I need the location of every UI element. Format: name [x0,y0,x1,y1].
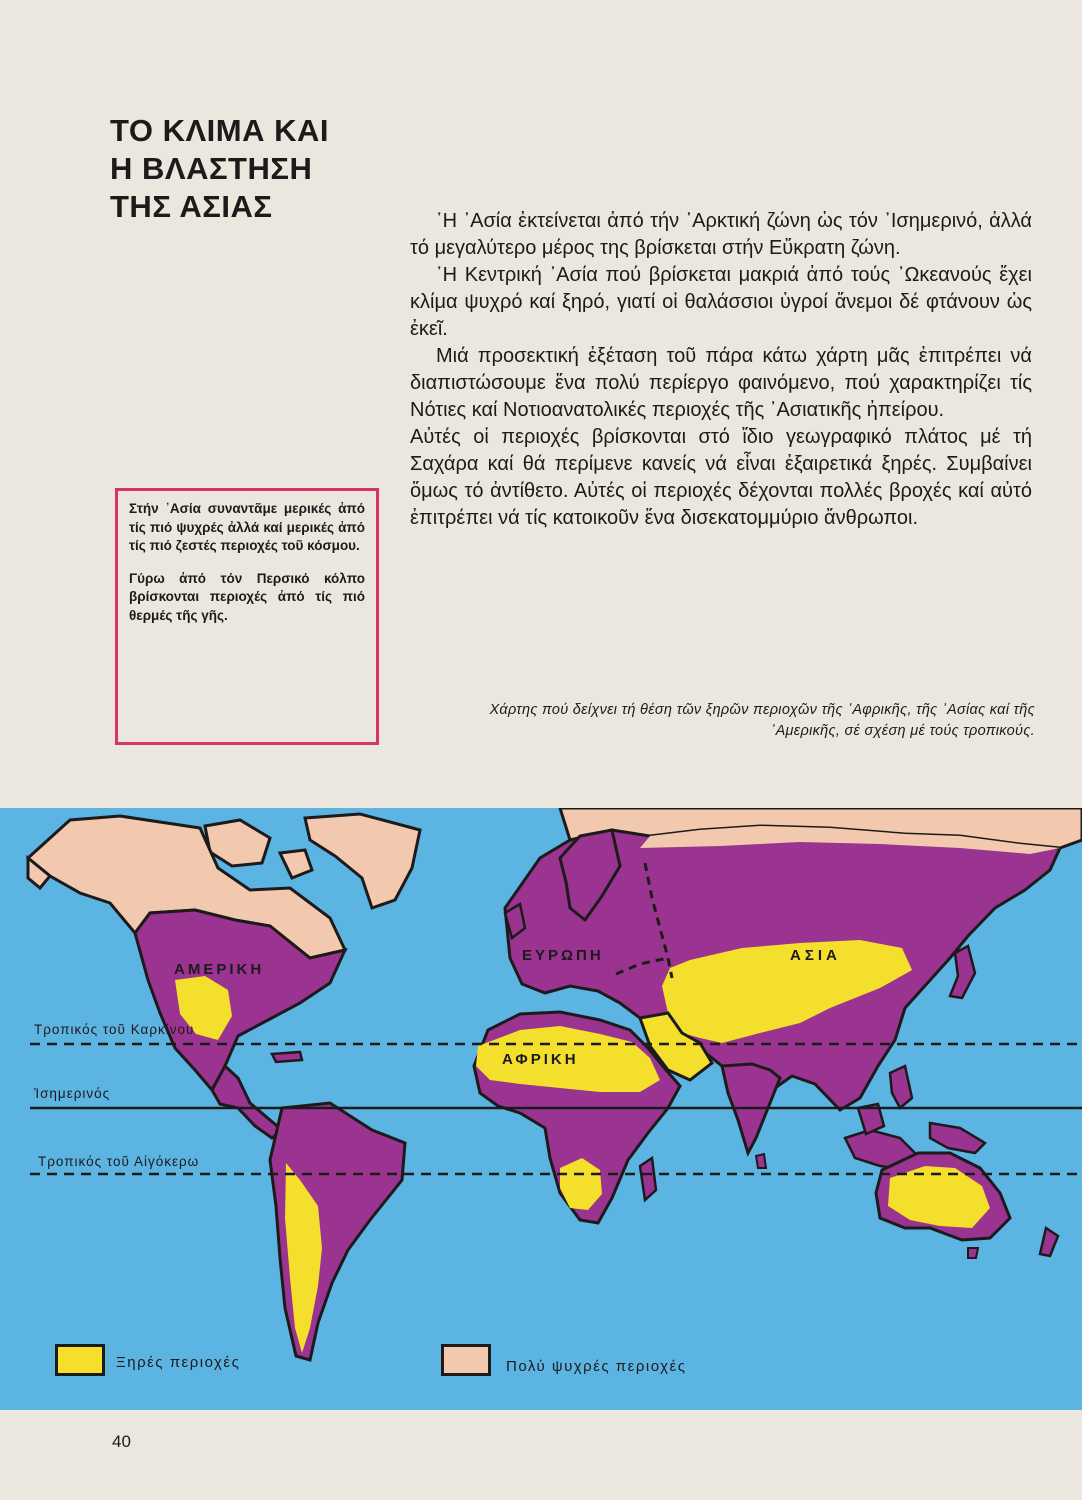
label-europe: ΕΥΡΩΠΗ [522,947,604,964]
info-box-text: Γύρω ἀπό τόν Περσικό κόλπο βρίσκονται περιοχές ἀπό τίς πιό θερμές τῆς γῆς. [129,570,365,623]
page-number: 40 [112,1432,131,1451]
legend-swatch-cold [441,1344,491,1376]
info-box [115,488,379,745]
label-tropic-cancer: Τροπικός τοῦ Καρκίνου [34,1022,195,1037]
legend-label-cold: Πολύ ψυχρές περιοχές [506,1358,687,1375]
label-asia: ΑΣΙΑ [790,947,841,964]
body-text [410,208,1032,532]
title-line: ΤΗΣ ΑΣΙΑΣ [110,189,273,224]
title-line: ΤΟ ΚΛΙΜΑ ΚΑΙ [110,113,329,148]
world-map [0,808,1082,1410]
title-line: Η ΒΛΑΣΤΗΣΗ [110,151,313,186]
paragraph: Μιά προσεκτική ἐξέταση τοῦ πάρα κάτω χάρτη μᾶς ἐπιτρέπει νά διαπιστώσουμε ἕνα πολύ περίεργο φαινόμενο, πού χαρακτηρίζει τίς Νότιες καί Νοτιοανατολικές περιοχές τῆς ᾿Ασιατικῆς ἠπείρου. [410,345,1032,421]
legend-swatch-dry [55,1344,105,1376]
label-tropic-capricorn: Τροπικός τοῦ Αἰγόκερω [38,1154,200,1169]
paragraph: ῾Η Κεντρική ᾿Ασία πού βρίσκεται μακριά ἀπό τούς ᾿Ωκεανούς ἔχει κλίμα ψυχρό καί ξηρό, γιατί οἱ θαλάσσιοι ὑγροί ἄνεμοι δέ φτάνουν ὡς ἐκεῖ. [410,264,1032,340]
paragraph: Αὐτές οἱ περιοχές βρίσκονται στό ἴδιο γεωγραφικό πλάτος μέ τή Σαχάρα καί θά περίμενε κανείς νά εἶναι ἐξαιρετικά ξηρές. Συμβαίνει ὅμως τό ἀντίθετο. Αὐτές οἱ περιοχές δέχονται πολλές βροχές καί αὐτό ἐπιτρέπει νά τίς κατοικοῦν ἕνα δισεκατομμύριο ἄνθρωποι. [410,426,1032,529]
page-title [110,112,410,226]
label-africa: ΑΦΡΙΚΗ [502,1051,579,1068]
sri-lanka [756,1154,766,1168]
paragraph: ῾Η ᾿Ασία ἐκτείνεται ἀπό τήν ᾿Αρκτική ζώνη ὡς τόν ᾿Ισημερινό, ἀλλά τό μεγαλύτερο μέρος της βρίσκεται στήν Εὔκρατη ζώνη. [410,210,1032,259]
tasmania [968,1248,978,1258]
label-equator: Ἰσημερινός [34,1086,111,1101]
label-america: ΑΜΕΡΙΚΗ [174,961,265,978]
info-box-text: Στήν ᾿Ασία συναντᾶμε μερικές ἀπό τίς πιό ψυχρές ἀλλά καί μερικές ἀπό τίς πιό ζεστές περιοχές τοῦ κόσμου. [129,501,365,553]
map-caption: Χάρτης πού δείχνει τή θέση τῶν ξηρῶν περιοχῶν τῆς ᾿Αφρικῆς, τῆς ᾿Ασίας καί τῆς ᾿Αμερικῆς, σέ σχέση μέ τούς τροπικούς. [489,702,1035,739]
caribbean-island [272,1052,302,1062]
legend-label-dry: Ξηρές περιοχές [116,1354,241,1371]
